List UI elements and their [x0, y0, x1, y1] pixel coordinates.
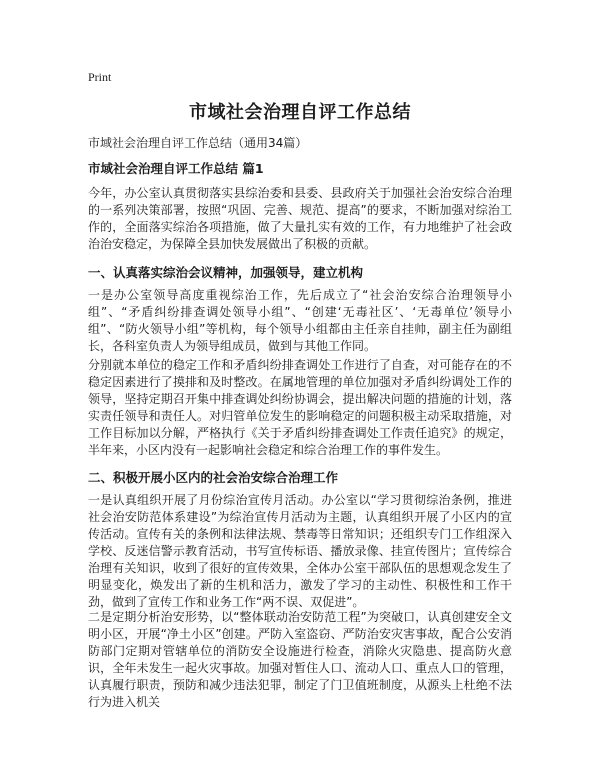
- section-heading-1: 一、认真落实综治会议精神，加强领导，建立机构: [88, 265, 364, 280]
- article-heading: 市域社会治理自评工作总结 篇1: [88, 161, 264, 176]
- section-heading-2: 二、积极开展小区内的社会治安综合治理工作: [88, 470, 339, 485]
- paragraph-intro: 今年，办公室认真贯彻落实县综治委和县委、县政府关于加强社会治安综合治理的一系列决策部署，按照“巩固、完善、规范、提高”的要求，不断加强对综治工作的，全面落实综治各项措施，做了大量扎实有效的工作，有力地维护了社会政治治安稳定，为保障全县加快发展做出了积极的贡献。: [88, 186, 512, 251]
- paragraph-4: 二是定期分析治安形势，以“整体联动治安防范工程”为突破口，认真创建安全文明小区，开展“净土小区”创建。严防入室盗窃、严防治安灾害事故，配合公安消防部门定期对管辖单位的消防安全设施进行检查，消除火灾隐患、提高防火意识，全年未发生一起火灾事故。加强对暂住人口、流动人口、重点人口的管理，认真履行职责，预防和减少违法犯罪，制定了门卫值班制度，从源头上杜绝不法行为进入机关: [88, 610, 512, 709]
- paragraph-1: 一是办公室领导高度重视综治工作，先后成立了“社会治安综合治理领导小组”、“矛盾纠纷排查调处领导小组”、“创建‘无毒社区’、‘无毒单位’领导小组”、“防火领导小组”等机构，每个领导小组都由主任亲自挂帅，副主任为副组长，各科室负责人为领导组成员，做到与其他工作同。: [88, 288, 512, 353]
- document-subtitle: 市域社会治理自评工作总结（通用34篇）: [88, 136, 308, 150]
- print-link[interactable]: Print: [88, 70, 112, 84]
- page-title: 市域社会治理自评工作总结: [189, 102, 411, 123]
- paragraph-3: 一是认真组织开展了月份综治宣传月活动。办公室以“学习贯彻综治条例，推进社会治安防范体系建设”为综治宣传月活动为主题，认真组织开展了小区内的宣传活动。宣传有关的条例和法律法规、禁毒等日常知识；还组织专门工作组深入学校、反迷信警示教育活动，书写宣传标语、播放录像、挂宣传图片；宣传综合治理有关知识，收到了很好的宣传效果，全体办公室干部队伍的思想观念发生了明显变化，焕发出了新的生机和活力，激发了学习的主动性、积极性和工作干劲，做到了宣传工作和业务工作“两不误、双促进”。: [88, 493, 512, 609]
- paragraph-2: 分别就本单位的稳定工作和矛盾纠纷排查调处工作进行了自查，对可能存在的不稳定因素进行了摸排和及时整改。在属地管理的单位加强对矛盾纠纷调处工作的领导，坚持定期召开集中排查调处纠纷协调会，提出解决问题的措施的计划，落实责任领导和责任人。对归管单位发生的影响稳定的问题积极主动采取措施，对工作目标加以分解，严格执行《关于矛盾纠纷排查调处工作责任追究》的规定，半年来，小区内没有一起影响社会稳定和综合治理工作的事件发生。: [88, 358, 512, 457]
